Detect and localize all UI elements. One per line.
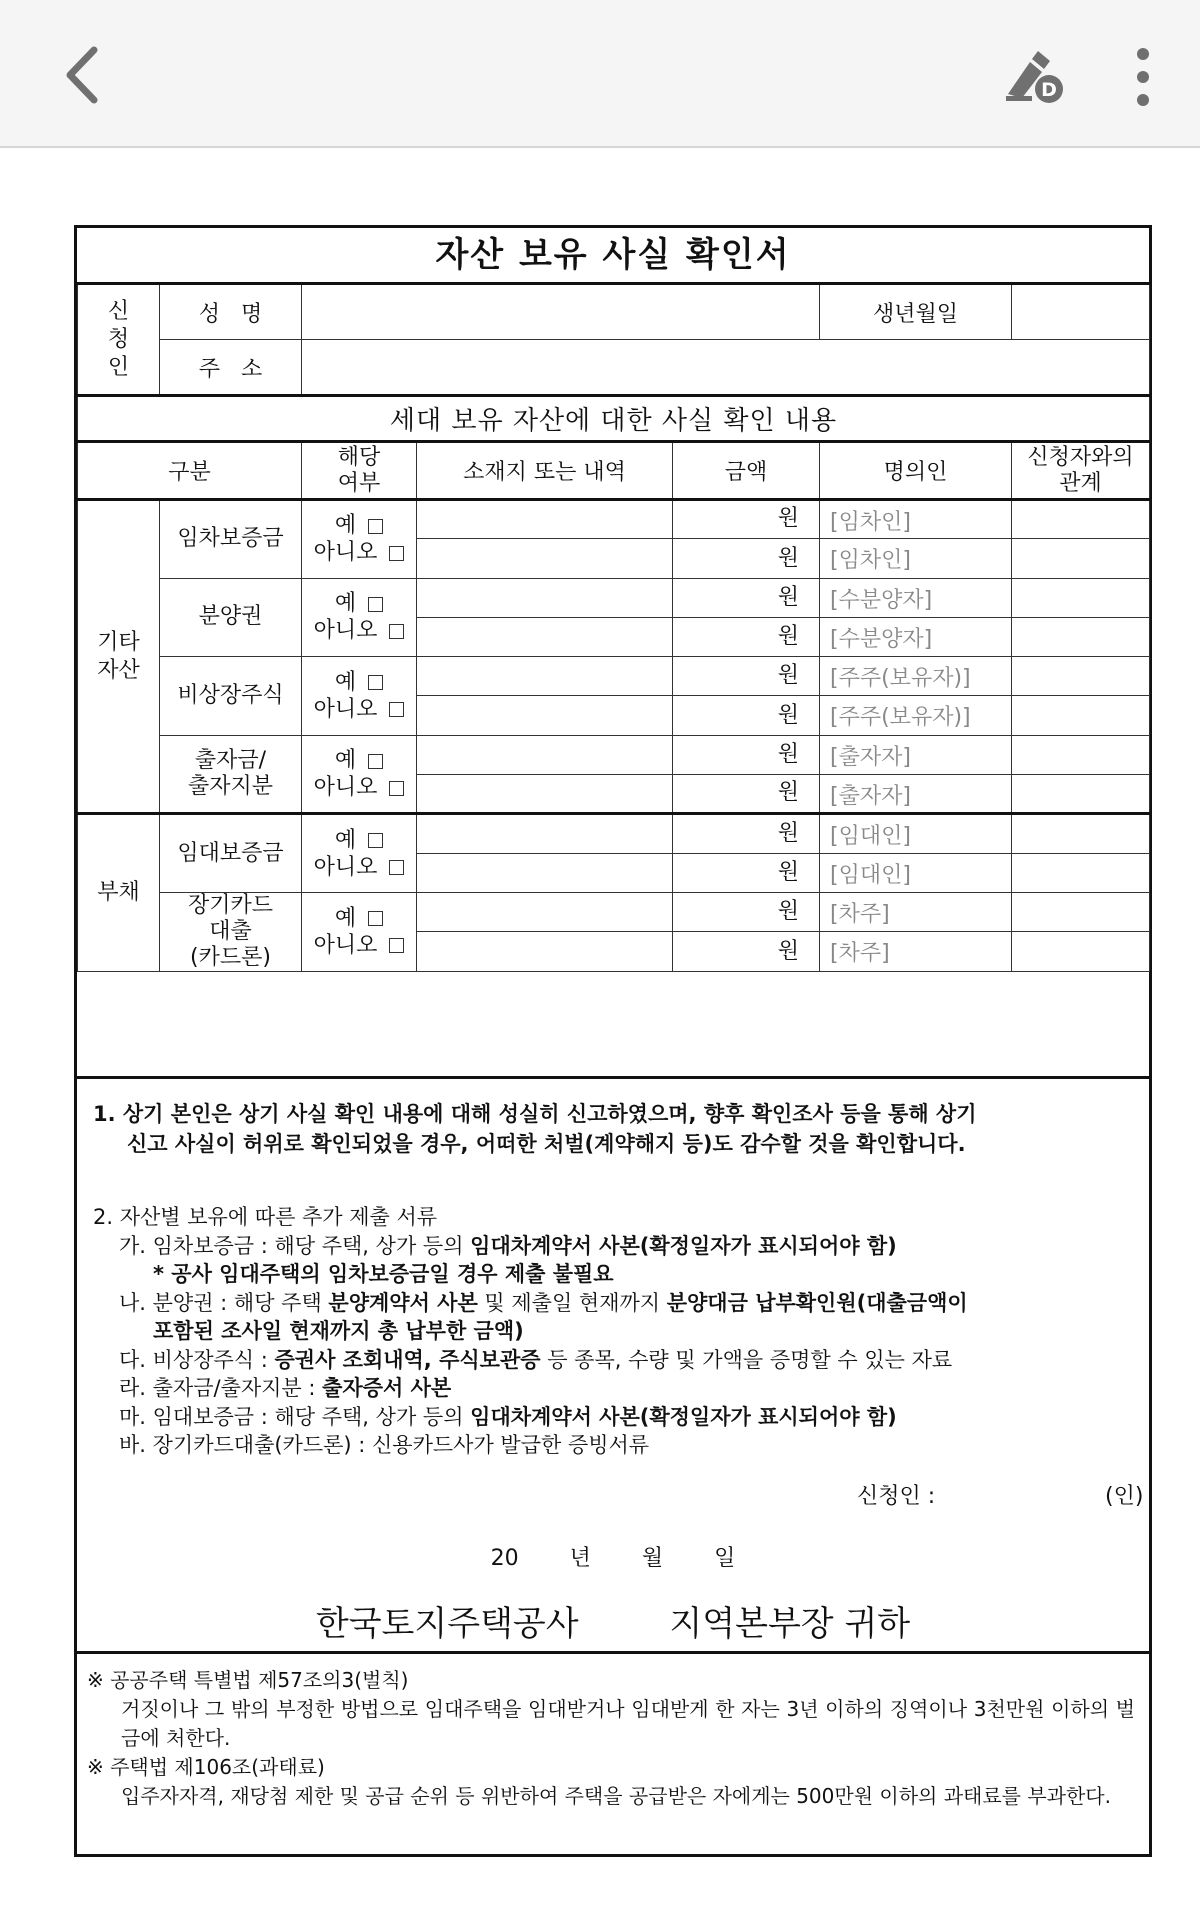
penalty-1-body: 거짓이나 그 밖의 부정한 방법으로 임대주택을 임대받거나 임대받게 한 자는 3년 이하의 징역이나 3천만원 이하의 벌금에 처한다. <box>121 1697 1135 1750</box>
amount-field[interactable]: 원 <box>673 892 820 932</box>
chevron-left-icon <box>50 40 120 110</box>
no-label: 아니오 <box>313 932 378 958</box>
yes-label: 예 <box>334 669 357 695</box>
yes-checkbox[interactable] <box>368 754 383 769</box>
location-field[interactable] <box>417 892 673 932</box>
name-field[interactable] <box>302 284 820 340</box>
no-label: 아니오 <box>313 540 378 566</box>
no-label: 아니오 <box>313 775 378 801</box>
amount-field[interactable]: 원 <box>673 853 820 892</box>
applicable-checkboxes <box>302 892 417 971</box>
svg-text:D: D <box>1041 79 1057 101</box>
relation-field[interactable] <box>1012 932 1150 972</box>
relation-field[interactable] <box>1012 814 1150 853</box>
yes-label: 예 <box>334 591 357 617</box>
penalty-2-body: 입주자자격, 재당첨 제한 및 공급 순위 등 위반하여 주택을 공급받은 자에게는 500만원 이하의 과태료를 부과한다. <box>121 1784 1111 1808</box>
yes-option[interactable] <box>302 905 416 932</box>
yes-option[interactable] <box>302 590 416 617</box>
holder-field[interactable]: [임차인] <box>820 500 1012 539</box>
no-label: 아니오 <box>313 696 378 722</box>
doc-item-ba: 바. 장기카드대출(카드론) : 신용카드사가 발급한 증빙서류 <box>119 1433 650 1457</box>
relation-field[interactable] <box>1012 657 1150 696</box>
doc-item-ra: 라. 출자금/출자지분 : 출자증서 사본 <box>119 1376 452 1400</box>
holder-field[interactable]: [임대인] <box>820 814 1012 853</box>
yes-label: 예 <box>334 513 357 539</box>
no-option[interactable] <box>302 854 416 881</box>
birth-date-field[interactable] <box>1012 284 1150 340</box>
location-field[interactable] <box>417 814 673 853</box>
date-line: 20 년 월 일 <box>490 1546 736 1571</box>
address-field[interactable] <box>302 340 1150 396</box>
no-option[interactable] <box>302 617 416 644</box>
doc-item-na: 나. 분양권 : 해당 주택 분양계약서 사본 및 제출일 현재까지 분양대금 납부확인원(대출금액이 <box>119 1290 968 1315</box>
group-label: 부채 <box>78 814 160 972</box>
relation-field[interactable] <box>1012 735 1150 774</box>
submission-notes <box>77 1076 1149 1651</box>
yes-checkbox[interactable] <box>368 911 383 926</box>
section-title: 세대 보유 자산에 대한 사실 확인 내용 <box>78 396 1150 442</box>
relation-field[interactable] <box>1012 617 1150 656</box>
applicant-sign-label: 신청인 : <box>857 1484 936 1509</box>
pen-d-icon <box>1000 42 1070 112</box>
amount-field[interactable]: 원 <box>673 814 820 853</box>
document-page <box>74 225 1152 1857</box>
location-field[interactable] <box>417 500 673 539</box>
name-label: 성 명 <box>160 284 302 340</box>
header-holder: 명의인 <box>820 442 1012 500</box>
relation-field[interactable] <box>1012 892 1150 932</box>
holder-field[interactable]: [차주] <box>820 892 1012 932</box>
location-field[interactable] <box>417 696 673 735</box>
asset-row <box>78 735 1150 774</box>
amount-field[interactable]: 원 <box>673 932 820 972</box>
header-category: 구분 <box>78 442 302 500</box>
amount-field[interactable]: 원 <box>673 500 820 539</box>
no-option[interactable] <box>302 696 416 723</box>
header-location: 소재지 또는 내역 <box>417 442 673 500</box>
seal-label: (인) <box>1105 1484 1144 1509</box>
item-label: 임대보증금 <box>160 814 302 893</box>
applicable-checkboxes <box>302 578 417 657</box>
holder-field[interactable]: [수분양자] <box>820 578 1012 617</box>
location-field[interactable] <box>417 775 673 814</box>
applicable-checkboxes <box>302 500 417 579</box>
doc-item-ga-note: * 공사 임대주택의 임차보증금일 경우 제출 불필요 <box>153 1262 614 1286</box>
location-field[interactable] <box>417 657 673 696</box>
asset-row <box>78 578 1150 617</box>
amount-field[interactable]: 원 <box>673 617 820 656</box>
asset-row <box>78 500 1150 539</box>
more-options-button[interactable] <box>1118 42 1168 112</box>
holder-field[interactable]: [주주(보유자)] <box>820 657 1012 696</box>
yes-label: 예 <box>334 748 357 774</box>
yes-option[interactable] <box>302 669 416 696</box>
relation-field[interactable] <box>1012 696 1150 735</box>
amount-field[interactable]: 원 <box>673 696 820 735</box>
asset-row <box>78 892 1150 932</box>
asset-row <box>78 657 1150 696</box>
no-checkbox[interactable] <box>389 938 404 953</box>
relation-field[interactable] <box>1012 539 1150 578</box>
no-checkbox[interactable] <box>389 624 404 639</box>
no-label: 아니오 <box>313 854 378 880</box>
location-field[interactable] <box>417 617 673 656</box>
item-label: 비상장주식 <box>160 657 302 736</box>
item-label: 출자금/ 출자지분 <box>160 735 302 814</box>
item-label: 장기카드 대출 (카드론) <box>160 892 302 971</box>
group-label: 기타 자산 <box>78 500 160 814</box>
holder-field[interactable]: [출자자] <box>820 775 1012 814</box>
yes-option[interactable] <box>302 827 416 854</box>
yes-checkbox[interactable] <box>368 519 383 534</box>
yes-label: 예 <box>334 827 357 853</box>
location-field[interactable] <box>417 539 673 578</box>
holder-field[interactable]: [임차인] <box>820 539 1012 578</box>
yes-label: 예 <box>334 905 357 931</box>
doc-item-da: 다. 비상장주식 : 증권사 조회내역, 주식보관증 등 종목, 수량 및 가액을 증명할 수 있는 자료 <box>119 1347 953 1372</box>
no-checkbox[interactable] <box>389 546 404 561</box>
yes-checkbox[interactable] <box>368 597 383 612</box>
addressee-org: 한국토지주택공사 <box>315 1604 579 1644</box>
edit-document-button[interactable] <box>1000 42 1070 112</box>
relation-field[interactable] <box>1012 775 1150 814</box>
declaration-note <box>93 1099 1129 1159</box>
holder-field[interactable]: [주주(보유자)] <box>820 696 1012 735</box>
holder-field[interactable]: [차주] <box>820 932 1012 972</box>
no-checkbox[interactable] <box>389 702 404 717</box>
required-documents-title: 2. 자산별 보유에 따른 추가 제출 서류 <box>93 1205 438 1229</box>
header-applicable: 해당 여부 <box>302 442 417 500</box>
doc-item-ga: 가. 임차보증금 : 해당 주택, 상가 등의 임대차계약서 사본(확정일자가 표시되어야 함) <box>119 1233 897 1258</box>
more-vertical-icon <box>1118 42 1168 112</box>
location-field[interactable] <box>417 735 673 774</box>
item-label: 임차보증금 <box>160 500 302 579</box>
yes-option[interactable] <box>302 747 416 774</box>
holder-field[interactable]: [출자자] <box>820 735 1012 774</box>
penalty-1-title: ※ 공공주택 특별법 제57조의3(벌칙) <box>87 1668 409 1692</box>
penalty-2-title: ※ 주택법 제106조(과태료) <box>87 1755 325 1779</box>
doc-item-na-cont: 포함된 조사일 현재까지 총 납부한 금액) <box>153 1319 524 1343</box>
applicant-group-label: 신 청 인 <box>78 284 160 396</box>
applicable-checkboxes <box>302 657 417 736</box>
no-option[interactable] <box>302 932 416 959</box>
no-checkbox[interactable] <box>389 860 404 875</box>
birth-date-label: 생년월일 <box>820 284 1012 340</box>
no-option[interactable] <box>302 774 416 801</box>
no-label: 아니오 <box>313 618 378 644</box>
applicable-checkboxes <box>302 814 417 893</box>
app-toolbar <box>0 0 1200 148</box>
yes-option[interactable] <box>302 512 416 539</box>
asset-confirmation-table <box>77 282 1150 972</box>
back-button[interactable] <box>50 40 120 110</box>
holder-field[interactable]: [임대인] <box>820 853 1012 892</box>
header-relation: 신청자와의 관계 <box>1012 442 1150 500</box>
amount-field[interactable]: 원 <box>673 539 820 578</box>
applicable-checkboxes <box>302 735 417 814</box>
addressee-title: 지역본부장 귀하 <box>669 1604 911 1644</box>
required-documents-note <box>93 1203 1129 1460</box>
no-option[interactable] <box>302 539 416 566</box>
amount-field[interactable]: 원 <box>673 735 820 774</box>
address-label: 주 소 <box>160 340 302 396</box>
addressee <box>77 1596 1149 1645</box>
location-field[interactable] <box>417 932 673 972</box>
location-field[interactable] <box>417 853 673 892</box>
location-field[interactable] <box>417 578 673 617</box>
header-amount: 금액 <box>673 442 820 500</box>
relation-field[interactable] <box>1012 500 1150 539</box>
declaration-line-1: 1. 상기 본인은 상기 사실 확인 내용에 대해 성실히 신고하였으며, 향후 확인조사 등을 통해 상기 <box>93 1102 977 1126</box>
doc-item-ma: 마. 임대보증금 : 해당 주택, 상가 등의 임대차계약서 사본(확정일자가 표시되어야 함) <box>119 1404 897 1429</box>
penalty-notice <box>77 1651 1149 1854</box>
yes-checkbox[interactable] <box>368 675 383 690</box>
document-title: 자산 보유 사실 확인서 <box>435 235 791 275</box>
holder-field[interactable]: [수분양자] <box>820 617 1012 656</box>
amount-field[interactable]: 원 <box>673 578 820 617</box>
yes-checkbox[interactable] <box>368 833 383 848</box>
amount-field[interactable]: 원 <box>673 775 820 814</box>
relation-field[interactable] <box>1012 853 1150 892</box>
item-label: 분양권 <box>160 578 302 657</box>
declaration-line-2: 신고 사실이 허위로 확인되었을 경우, 어떠한 처벌(계약해지 등)도 감수할 것을 확인합니다. <box>127 1132 966 1156</box>
asset-row <box>78 814 1150 853</box>
relation-field[interactable] <box>1012 578 1150 617</box>
amount-field[interactable]: 원 <box>673 657 820 696</box>
no-checkbox[interactable] <box>389 781 404 796</box>
